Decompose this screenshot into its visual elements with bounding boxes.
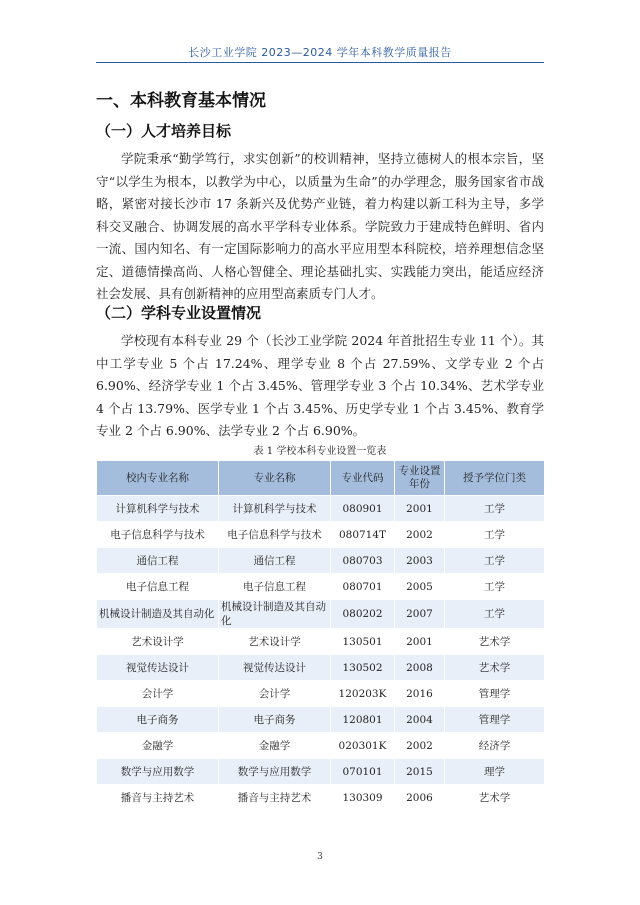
table-cell: 电子信息科学与技术 xyxy=(97,522,219,548)
table-cell: 070101 xyxy=(331,759,395,785)
table-cell: 2006 xyxy=(395,785,445,811)
table-cell: 计算机科学与技术 xyxy=(219,496,331,522)
table-cell: 金融学 xyxy=(97,733,219,759)
table-cell: 计算机科学与技术 xyxy=(97,496,219,522)
table-cell: 通信工程 xyxy=(97,548,219,574)
table-cell: 数学与应用数学 xyxy=(97,759,219,785)
table-cell: 管理学 xyxy=(445,681,545,707)
column-header: 专业名称 xyxy=(219,461,331,496)
table-row xyxy=(97,600,545,629)
table-cell: 080901 xyxy=(331,496,395,522)
table-cell: 电子信息工程 xyxy=(219,574,331,600)
table-cell: 播音与主持艺术 xyxy=(97,785,219,811)
column-header: 校内专业名称 xyxy=(97,461,219,496)
table-cell: 120801 xyxy=(331,707,395,733)
table-cell: 2005 xyxy=(395,574,445,600)
table-cell: 2008 xyxy=(395,655,445,681)
table-cell: 120203K xyxy=(331,681,395,707)
table-cell: 电子信息科学与技术 xyxy=(219,522,331,548)
table-cell: 数学与应用数学 xyxy=(219,759,331,785)
table-cell: 机械设计制造及其自动化 xyxy=(219,600,331,629)
table-cell: 会计学 xyxy=(97,681,219,707)
running-header: 长沙工业学院 2023—2024 学年本科教学质量报告 xyxy=(188,46,452,59)
table-cell: 艺术学 xyxy=(445,785,545,811)
subsection-heading-majors: （二）学科专业设置情况 xyxy=(96,304,262,322)
table-cell: 机械设计制造及其自动化 xyxy=(97,600,219,629)
table-cell: 艺术学 xyxy=(445,655,545,681)
table-cell: 130502 xyxy=(331,655,395,681)
header-rule xyxy=(96,62,544,63)
table-header-row xyxy=(97,461,545,496)
table-cell: 工学 xyxy=(445,600,545,629)
table-cell: 电子商务 xyxy=(219,707,331,733)
table-cell: 管理学 xyxy=(445,707,545,733)
table-cell: 2015 xyxy=(395,759,445,785)
table-cell: 工学 xyxy=(445,496,545,522)
table-cell: 播音与主持艺术 xyxy=(219,785,331,811)
paragraph-majors: 学校现有本科专业 29 个（长沙工业学院 2024 年首批招生专业 11 个）。其中工学专业 5 个占 17.24%、理学专业 8 个占 27.59%、文学专业 2 个占 6.90%、经济学专业 1 个占 3.45%、管理学专业 3 个占 10.34%、艺术学专业 4 个占 13.79%、医学专业 1 个占 3.45%、历史学专业 1 个占 3.45%、教育学专业 2 个占 6.90%、法学专业 2 个占 6.90%。 xyxy=(96,333,544,438)
table-cell: 电子商务 xyxy=(97,707,219,733)
page-number: 3 xyxy=(317,852,323,862)
table-cell: 080714T xyxy=(331,522,395,548)
table-cell: 080703 xyxy=(331,548,395,574)
table-cell: 电子信息工程 xyxy=(97,574,219,600)
table-cell: 通信工程 xyxy=(219,548,331,574)
table-cell: 视觉传达设计 xyxy=(219,655,331,681)
majors-table xyxy=(96,460,545,811)
table-cell: 艺术设计学 xyxy=(97,629,219,655)
table-cell: 2003 xyxy=(395,548,445,574)
table-cell: 工学 xyxy=(445,522,545,548)
table-row xyxy=(97,574,545,600)
table-cell: 经济学 xyxy=(445,733,545,759)
table-cell: 080202 xyxy=(331,600,395,629)
table-row xyxy=(97,496,545,522)
table-caption: 表 1 学校本科专业设置一览表 xyxy=(253,446,387,457)
table-row xyxy=(97,681,545,707)
table-cell: 会计学 xyxy=(219,681,331,707)
table-cell: 2007 xyxy=(395,600,445,629)
table-cell: 艺术学 xyxy=(445,629,545,655)
table-cell: 工学 xyxy=(445,548,545,574)
table-cell: 2002 xyxy=(395,522,445,548)
table-row xyxy=(97,785,545,811)
table-cell: 130501 xyxy=(331,629,395,655)
table-row xyxy=(97,707,545,733)
column-header: 授予学位门类 xyxy=(445,461,545,496)
table-cell: 理学 xyxy=(445,759,545,785)
table-cell: 020301K xyxy=(331,733,395,759)
table-row xyxy=(97,629,545,655)
table-cell: 080701 xyxy=(331,574,395,600)
table-row xyxy=(97,733,545,759)
table-cell: 2004 xyxy=(395,707,445,733)
paragraph-training-goal: 学院秉承“勤学笃行，求实创新”的校训精神，坚持立德树人的根本宗旨，坚守“以学生为根本，以教学为中心，以质量为生命”的办学理念，服务国家省市战略，紧密对接长沙市 17 条新兴及优势产业链，着力构建以新工科为主导，多学科交叉融合、协调发展的高水平学科专业体系。学院致力于建成特色鲜明、省内一流、国内知名、有一定国际影响力的高水平应用型本科院校，培养理想信念坚定、道德情操高尚、人格心智健全、理论基础扎实、实践能力突出，能适应经济社会发展、具有创新精神的应用型高素质专门人才。 xyxy=(96,151,544,301)
table-cell: 艺术设计学 xyxy=(219,629,331,655)
section-heading: 一、本科教育基本情况 xyxy=(96,91,266,111)
table-cell: 2001 xyxy=(395,496,445,522)
table-row xyxy=(97,655,545,681)
table-cell: 2002 xyxy=(395,733,445,759)
column-header: 专业设置年份 xyxy=(395,461,445,496)
table-cell: 2001 xyxy=(395,629,445,655)
table-cell: 金融学 xyxy=(219,733,331,759)
table-cell: 视觉传达设计 xyxy=(97,655,219,681)
table-row xyxy=(97,548,545,574)
table-cell: 2016 xyxy=(395,681,445,707)
column-header: 专业代码 xyxy=(331,461,395,496)
table-row xyxy=(97,522,545,548)
table-cell: 工学 xyxy=(445,574,545,600)
subsection-heading-training-goal: （一）人才培养目标 xyxy=(96,122,232,140)
table-cell: 130309 xyxy=(331,785,395,811)
table-row xyxy=(97,759,545,785)
